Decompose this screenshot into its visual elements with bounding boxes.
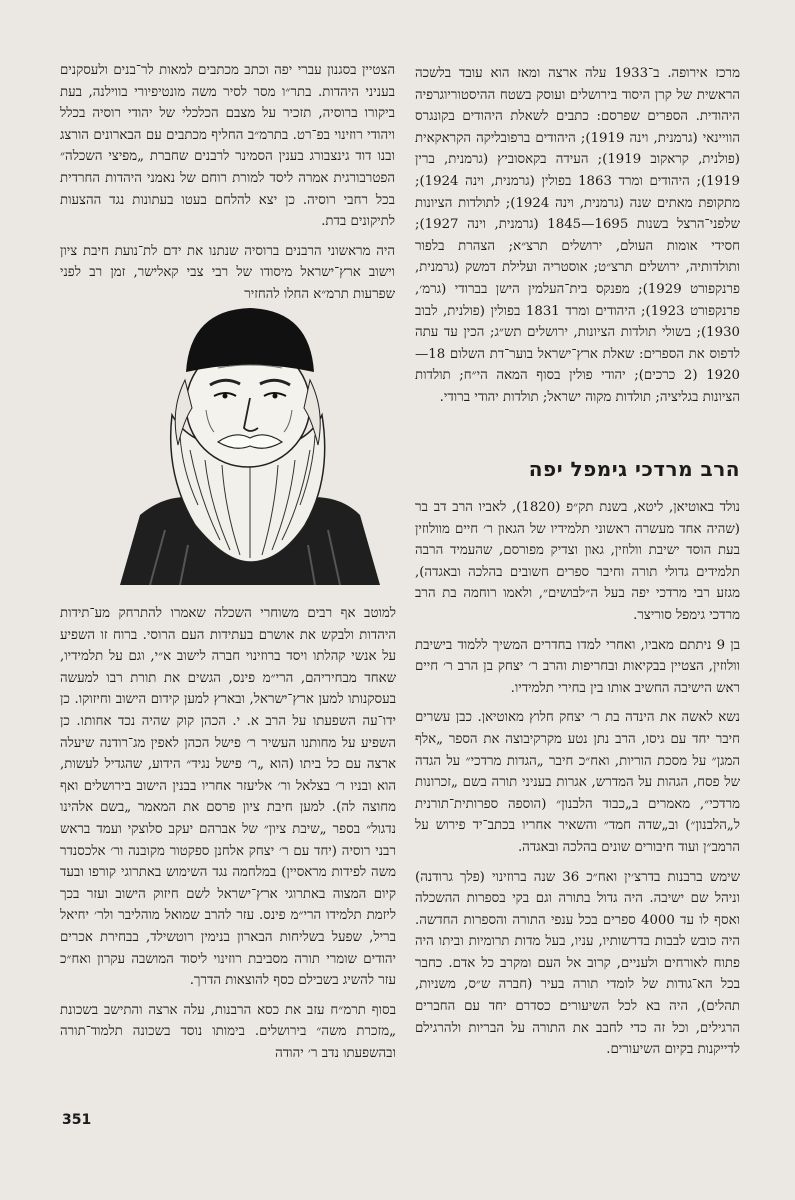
paragraph: הצטיין בסגנון עברי יפה וכתב מכתבים למאות לר־בנים ולעסקנים בעניני היהדות. בתר״ו מסר לסיר משה מונטיפיורי בווילנה, בעת ביקורו ברוסיה, תזכיר על מצבם הכלכלי של יהודי רוסיה בכלל ויהודי רוזינוי בפ־רט. בתרמ״ב החליף מכתבים עם הבארונים הורצג ובנו דוד גינצבורג בענין הסמינר לרבנים שחברת „מפיצי השכלה״ הפטרבורגית אמרה ליסד למורת רוחם של נאמני היהדות החרדית בכל רחבי רוסיה. כן יצא להלחם בעטו בעתונות נגד ההצעות לתיקונים בדת.: [60, 63, 395, 230]
paragraph: נולד באוטיאן, ליטא, בשנת תק״פ (1820), לאביו הרב דב בר (שהיה אחד מעשרה ראשוני תלמידיו של הגאון ר׳ חיים מוולוזין בעת הוסד ישיבת וולוזין, גאון וצדיק מפורסם, שהעמיד הרבה תלמידים גדולי תורה וחיבר ספרים חשובים בהלכה ובאגדה), מגזע רבי מרדכי יפה בעל ה״לבושים״, ולאמו רוחמה בת הרב מרדכי גימפל סוריצר.: [415, 500, 740, 623]
right-column: [415, 63, 740, 417]
paragraph: נשא לאשה את הינדה בת ר׳ יצחק חלוץ מאוטיאן. כבן עשרים חיבר יחד עם גיסו, הרב נתן נטע מקרקיבוצה את הספר „אלף המגן״ על מסכת הוריות, ואח״כ חיבר „הגדות מרדכי״ על הגדה של פסח, הגהות על המדרש, אגרות בעניני תורה בשם „זכרונות מרדכי״, מאמרים ב„כבוד הלבנון״ (הוספה ספרותית־תורנית ל„הלבנון״) וב„שדה חמד״ והשאיר אחריו בכתב־יד פירוש על הרמב״ן ועוד חיבורים שונים בהלכה ובאגדה.: [415, 710, 740, 855]
paragraph: בן 9 ניתתם מאביו, ואחרי למדו בחדרים המשיך ללמוד בישיבת וולוזין, הצטיין בבקיאות ובחריפות והרב ר׳ יצחק בן הרב ר׳ חיים ראש הישיבה החשיב אותו בין בחירי תלמידיו.: [415, 637, 741, 696]
left-column-bottom: [60, 603, 396, 1072]
paragraph: היה מראשוני הרבנים ברוסיה שנתנו את ידם לת־נועת חיבת ציון וישוב ארץ־ישראל מיסודו של רבי צבי קאלישר, זמן רב לפני שפרעות תרמ״א החלו להחזיר: [60, 243, 395, 302]
paragraph: שימש ברבנות בדרצ׳ין ואח״כ 36 שנה ברוזינוי (פלך גרודנה) וניהל שם ישיבה. היה גדול בתורה וגם בקי בספרות ההשכלה ואסף לו עד 4000 ספרים בכל ענפי התורה והספרות החדשה. היה כובש לבבות בדרשותיו, עניו, בעל מדות תרומיות וביתו היה פתוח לאורחים ולעניים, קרוב אל העם ומקרב כל אדם. כחבר בכל הא־גודות של לומדי תורה בעיר (חברה ש״ס, משניות, תהלים), היה בא לכל השיעורים כסדרם יחד עם החברים הרגילים, וכל זה כדי לחבב את התורה על הבריות ולהרגילם לדייקנות בקיום השיעורים.: [415, 869, 740, 1058]
page-number: 351: [62, 1112, 92, 1128]
right-column-bottom: [415, 497, 740, 1069]
paragraph: מרכז אירופה. ב־1933 עלה ארצה ומאז הוא עובד בלשכה הראשית של קרן היסוד בירושלים ועוסק בשטח ההיסטוריוגרפיה היהודית. הספרים שפרסם: כתבים לשאלת היהודים בקונגרס הוויינאי (גרמנית, וינה 1919); היהודים ברפובליקה הקראקאית (פולנית, קראקוב 1919); העידה בקאסוביץ (גרמנית, ברין 1919); היהודים ומרד 1863 בפולין (גרמנית, וינה 1924); מתקופת מאתים שנה (גרמנית, וינה 1924); לתולדות הציונות שלפני־הרצל בשנות 1695—1845 (גרמנית, וינה 1927); חסידי אומות העולם, ירושלים תרצ״א; הצהרת בלפור ותולדותיה, ירושלים תרצ״ט; אוסטריה ועלילת דמשק (גרמנית, פרנקפורט 1929); מפנקס בית־העלמין הישן בברודי (גרמ׳, פרנקפורט 1923); היהודים ומרד 1831 בפולין (פולנית, לבוב 1930); בשולי תולדות הציונות, ירושלים תש״ג; הכין עד עתה לדפוס את הספרים: שאלת ארץ־ישראל בוער־דת השלום 18—1920 (2 כרכים); יהודי פולין בסוף המאה הי״ח; תולדות הציונות בגליציה; תולדות מקוה ישראל; תולדות יהודי ברודי.: [415, 66, 741, 405]
paragraph: בסוף תרמ״ח עזב את כסא הרבנות, עלה ארצה והתישב בשכונת „מזכרת משה״ בירושלים. בימותו נוסד בשכונה תלמוד־תורה ובהשפעתו נדב ר׳ יהודה: [60, 1002, 396, 1061]
rabbi-portrait-illustration: [110, 300, 385, 585]
paragraph: למוטב אף רבים משוחרי השכלה שאמרו להתרחק מע־תידות היהדות ולבקש את אושרם בעתידות העם הרוסי. ברוח זו השפיע על אנשי קהלתו ויסד ברוזינוי חברה לישוב א״י, וגם על תלמידיו, שאחד מבחיריהם, הרי״מ פינס, הגשים את תורת רבו למעשה בעסקנותו למען ארץ־ישראל, ובארץ למען קידום הישוב וחיזוקו. כן ידו־עה השפעתו על הרב א. י. הכהן קוק שהיה נכד אחותו. כן השפיע על מחותנו העשיר ר׳ פישל הכהן לאפין מג־רודנה שיעלה ארצה עם כל ביתו (הוא „ר׳ פישל נגיד״ הידוע, שהגדיל לעשות, הוא ובניו ר׳ בצלאל ור׳ אליעזר אחריו בבנין הישוב בירושלים ואף מחוצה לה). למען חיבת ציון פרסם את המאמר „בשם אלהינו נדגול״ בספר „שיבת ציון״ של אברהם יעקב סלוצקי ועמד בראש רבני רוסיה (יחד עם ר׳ יצחק אלחנן ספקטור מקובנה ור׳ אלכסנדר משה לפידות מראסיין) במלחמה נגד השימוש באתרוגי קורפו ובעד קיום המצוה באתרוגי ארץ־ישראל לשם חיזוק הישוב ועזר בכך ליזמת תלמידו הרי״מ פינס. עזר להרב שמואל מוהליבר ולר׳ יחיאל בריל, שפעל בשליחות הבארון בנימין רוטשילד, בבחירת אכרים יהודים שומרי תורה מסביבת רוזינוי ליסוד המושבה עקרון ואח״כ עזר להשיג בשבילם כסף להוצאות הדרך.: [60, 606, 396, 989]
biography-heading: הרב מרדכי גימפל יפה: [528, 457, 740, 481]
left-column-top: [60, 60, 395, 314]
